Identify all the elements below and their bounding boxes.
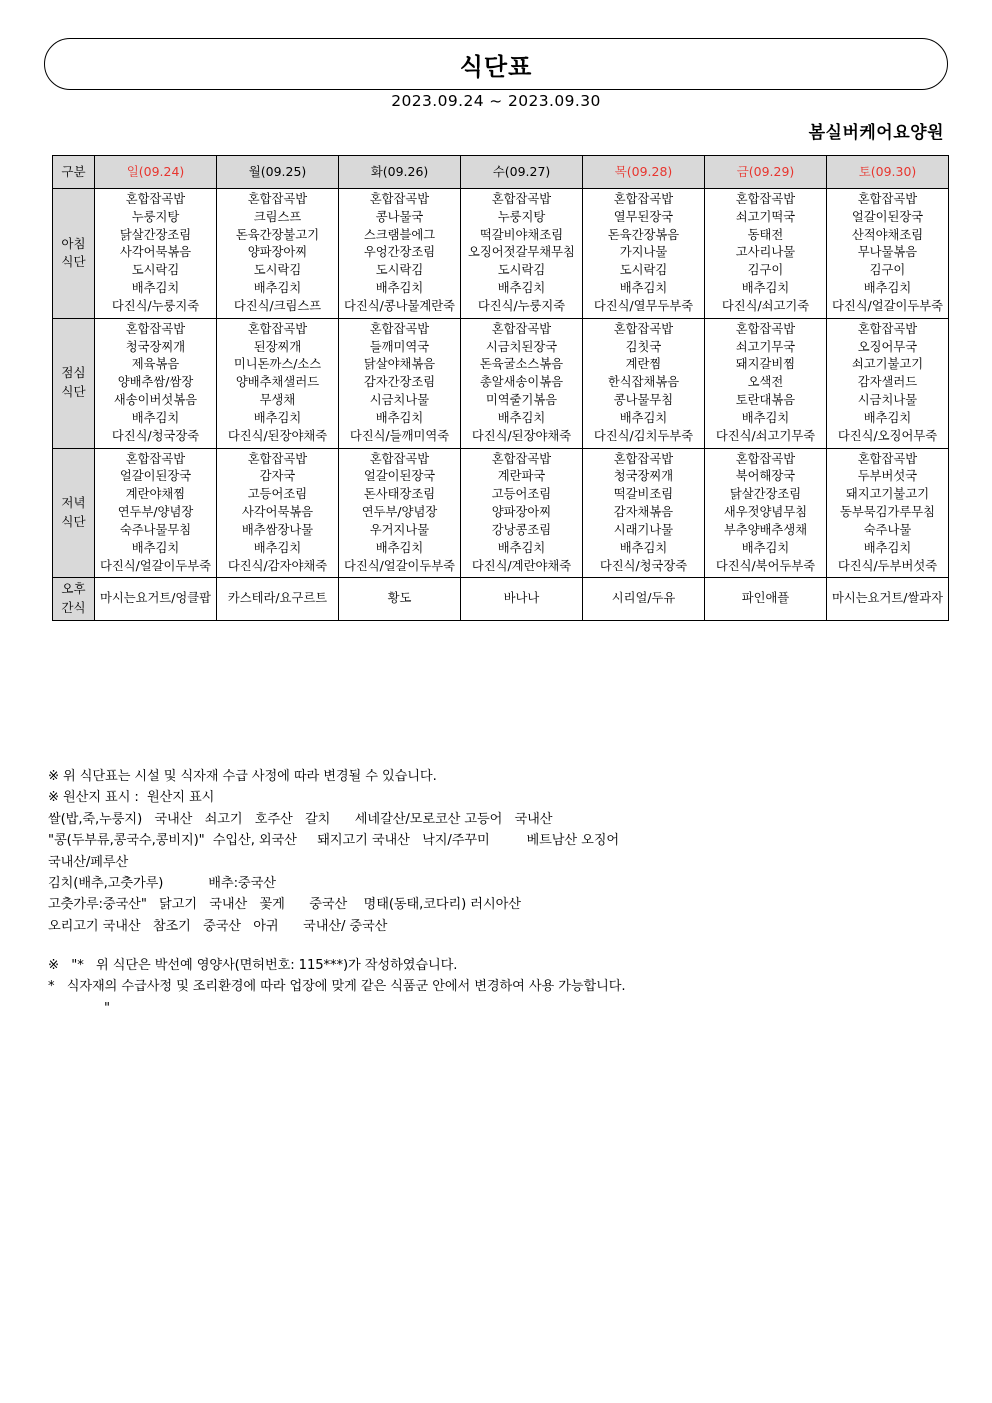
dish-item: 혼합잡곡밥 bbox=[613, 321, 674, 336]
header-division: 구분 bbox=[53, 156, 95, 189]
cell-breakfast-fri bbox=[705, 189, 827, 319]
dish-item: 다진식/감자야채죽 bbox=[227, 558, 328, 573]
dish-item: 시금치나물 bbox=[369, 393, 430, 408]
dish-item: 쇠고기떡국 bbox=[735, 209, 796, 224]
dish-item: 혼합잡곡밥 bbox=[247, 321, 308, 336]
row-label-snack bbox=[53, 578, 95, 621]
header-day-sat: 토(09.30) bbox=[827, 156, 949, 189]
row-label-line1: 저녁 bbox=[61, 495, 86, 511]
dish-item: 새송이버섯볶음 bbox=[113, 393, 198, 408]
dish-item: 오징어젓갈무채무침 bbox=[468, 245, 575, 260]
cell-dinner-fri bbox=[705, 448, 827, 578]
cell-lunch-fri bbox=[705, 318, 827, 448]
dish-item: 산적야채조림 bbox=[851, 227, 924, 242]
cell-dinner-wed bbox=[461, 448, 583, 578]
cell-snack-thu bbox=[583, 578, 705, 621]
dish-item: 다진식/청국장죽 bbox=[599, 558, 688, 573]
cell-lunch-mon bbox=[217, 318, 339, 448]
dish-item: 혼합잡곡밥 bbox=[735, 451, 796, 466]
cell-breakfast-thu bbox=[583, 189, 705, 319]
cell-breakfast-sun bbox=[95, 189, 217, 319]
dish-item: 도시락김 bbox=[497, 263, 546, 278]
dish-item: 돼지갈비찜 bbox=[735, 357, 796, 372]
note2-trailing-quote: " bbox=[104, 1000, 110, 1016]
table-row-breakfast bbox=[53, 189, 949, 319]
dish-item: 배추김치 bbox=[619, 281, 668, 296]
cell-snack-mon bbox=[217, 578, 339, 621]
dish-item: 혼합잡곡밥 bbox=[491, 451, 552, 466]
dish-item: 다진식/크림스프 bbox=[233, 298, 322, 313]
note-line-6: 김치(배추,고춧가루) 배추:중국산 bbox=[48, 875, 276, 891]
cell-snack-tue bbox=[339, 578, 461, 621]
dish-item: 혼합잡곡밥 bbox=[247, 192, 308, 206]
dish-item: 양파장아찌 bbox=[491, 505, 552, 520]
dish-item: 다진식/된장야채죽 bbox=[471, 428, 572, 443]
dish-item: 오징어무국 bbox=[857, 339, 918, 354]
row-label-lunch bbox=[53, 318, 95, 448]
facility-name: 봄실버케어요양원 bbox=[808, 123, 944, 143]
dish-item: 쇠고기불고기 bbox=[851, 357, 924, 372]
dish-item: 북어해장국 bbox=[735, 469, 796, 484]
dish-item: 혼합잡곡밥 bbox=[613, 192, 674, 206]
cell-breakfast-sat bbox=[827, 189, 949, 319]
dish-item: 닭살야채볶음 bbox=[363, 357, 436, 372]
dish-item: 고등어조림 bbox=[247, 487, 308, 502]
dish-item: 연두부/양념장 bbox=[117, 505, 194, 520]
dish-item: 배추김치 bbox=[619, 410, 668, 425]
row-label-dinner bbox=[53, 448, 95, 578]
dish-item: 혼합잡곡밥 bbox=[857, 451, 918, 466]
dish-item: 다진식/열무두부죽 bbox=[593, 298, 694, 313]
dish-item: 혼합잡곡밥 bbox=[491, 192, 552, 206]
dish-item: 한식잡채볶음 bbox=[607, 375, 680, 390]
dish-item: 청국장찌개 bbox=[613, 469, 674, 484]
dish-item: 쇠고기무국 bbox=[735, 339, 796, 354]
dish-item: 마시는요거트/엉클팝 bbox=[99, 591, 212, 606]
cell-snack-fri bbox=[705, 578, 827, 621]
dish-item: 연두부/양념장 bbox=[361, 505, 438, 520]
note-line-1: ※ 위 식단표는 시설 및 식자재 수급 사정에 따라 변경될 수 있습니다. bbox=[48, 769, 437, 784]
dish-item: 다진식/오징어무죽 bbox=[837, 428, 938, 443]
dish-item: 배추김치 bbox=[375, 540, 424, 555]
dish-item: 파인애플 bbox=[741, 591, 790, 606]
dish-item: 다진식/김치두부죽 bbox=[593, 428, 694, 443]
dish-item: 혼합잡곡밥 bbox=[857, 192, 918, 206]
dish-item: 바나나 bbox=[503, 591, 540, 606]
dish-item: 떡갈비야채조림 bbox=[479, 227, 564, 242]
dish-item: 된장찌개 bbox=[253, 339, 302, 354]
dish-item: 누룽지탕 bbox=[131, 209, 180, 224]
dish-item: 무생채 bbox=[259, 393, 296, 408]
dish-item: 양파장아찌 bbox=[247, 245, 308, 260]
dish-item: 들깨미역국 bbox=[369, 339, 430, 354]
dish-item: 크림스프 bbox=[253, 209, 302, 224]
dish-item: 감자샐러드 bbox=[857, 375, 918, 390]
dish-item: 강낭콩조림 bbox=[491, 522, 552, 537]
row-label-line2: 간식 bbox=[61, 600, 86, 616]
dish-item: 배추김치 bbox=[375, 410, 424, 425]
dish-item: 김칫국 bbox=[625, 339, 662, 354]
dish-item: 시래기나물 bbox=[613, 522, 674, 537]
dish-item: 다진식/두부버섯죽 bbox=[837, 558, 938, 573]
dish-item: 고사리나물 bbox=[735, 245, 796, 260]
dish-item: 계란파국 bbox=[497, 469, 546, 484]
dish-item: 배추김치 bbox=[253, 540, 302, 555]
dish-item: 다진식/얼갈이두부죽 bbox=[99, 558, 212, 573]
dish-item: 배추김치 bbox=[741, 281, 790, 296]
dish-item: 다진식/들깨미역죽 bbox=[349, 428, 450, 443]
note-line-2: ※ 원산지 표시 : 원산지 표시 bbox=[48, 790, 215, 806]
header-day-wed: 수(09.27) bbox=[461, 156, 583, 189]
dish-item: 배추김치 bbox=[497, 540, 546, 555]
cell-breakfast-wed bbox=[461, 189, 583, 319]
dish-item: 계란야채찜 bbox=[125, 487, 186, 502]
table-row-snack bbox=[53, 578, 949, 621]
dish-item: 다진식/얼갈이두부죽 bbox=[831, 298, 944, 313]
dish-item: 떡갈비조림 bbox=[613, 487, 674, 502]
dish-item: 돈육간장볶음 bbox=[607, 227, 680, 242]
dish-item: 돈사태장조림 bbox=[363, 487, 436, 502]
cell-lunch-thu bbox=[583, 318, 705, 448]
dish-item: 토란대볶음 bbox=[735, 393, 796, 408]
row-label-breakfast bbox=[53, 189, 95, 319]
dish-item: 혼합잡곡밥 bbox=[369, 192, 430, 206]
dish-item: 배추김치 bbox=[131, 281, 180, 296]
dish-item: 양배추채샐러드 bbox=[235, 375, 320, 390]
dish-item: 황도 bbox=[387, 591, 412, 606]
dish-item: 도시락김 bbox=[131, 263, 180, 278]
header-day-sun: 일(09.24) bbox=[95, 156, 217, 189]
dish-item: 다진식/계란야채죽 bbox=[471, 558, 572, 573]
dish-item: 닭살간장조림 bbox=[119, 227, 192, 242]
footer-notes-block-1 bbox=[48, 766, 954, 937]
cell-lunch-wed bbox=[461, 318, 583, 448]
table-row-lunch bbox=[53, 318, 949, 448]
table-row-dinner bbox=[53, 448, 949, 578]
cell-snack-wed bbox=[461, 578, 583, 621]
dish-item: 부추양배추생채 bbox=[723, 522, 808, 537]
dish-item: 혼합잡곡밥 bbox=[857, 321, 918, 336]
row-label-line2: 식단 bbox=[61, 384, 86, 400]
note-line-4: "콩(두부류,콩국수,콩비지)" 수입산, 외국산 돼지고기 국내산 낙지/주꾸미 베트남산 오징어 bbox=[48, 833, 620, 849]
dish-item: 혼합잡곡밥 bbox=[125, 192, 186, 206]
dish-item: 오색전 bbox=[747, 375, 784, 390]
cell-snack-sat bbox=[827, 578, 949, 621]
dish-item: 배추쌈장나물 bbox=[241, 522, 314, 537]
page-title: 식단표 bbox=[459, 52, 533, 81]
dish-item: 혼합잡곡밥 bbox=[369, 451, 430, 466]
dish-item: 도시락김 bbox=[375, 263, 424, 278]
cell-dinner-thu bbox=[583, 448, 705, 578]
dish-item: 다진식/쇠고기무죽 bbox=[715, 428, 816, 443]
dish-item: 콩나물무침 bbox=[613, 393, 674, 408]
dish-item: 혼합잡곡밥 bbox=[613, 451, 674, 466]
dish-item: 감자국 bbox=[259, 469, 296, 484]
note2-line-2: * 식자재의 수급사정 및 조리환경에 따라 업장에 맞게 같은 식품군 안에서 변경하여 사용 가능합니다. bbox=[48, 979, 626, 995]
menu-table bbox=[52, 155, 949, 621]
dish-item: 다진식/누룽지죽 bbox=[111, 298, 200, 313]
dish-item: 배추김치 bbox=[863, 410, 912, 425]
dish-item: 감자간장조림 bbox=[363, 375, 436, 390]
note-line-8: 오리고기 국내산 참조기 중국산 아귀 국내산/ 중국산 bbox=[48, 918, 388, 934]
dish-item: 얼갈이된장국 bbox=[119, 469, 192, 484]
document-title-pill bbox=[44, 38, 948, 90]
note-line-5: 국내산/페루산 bbox=[48, 854, 129, 870]
cell-lunch-sat bbox=[827, 318, 949, 448]
cell-dinner-tue bbox=[339, 448, 461, 578]
dish-item: 카스테라/요구르트 bbox=[227, 591, 328, 606]
dish-item: 마시는요거트/쌀과자 bbox=[831, 591, 944, 606]
row-label-line1: 오후 bbox=[61, 581, 86, 597]
dish-item: 배추김치 bbox=[131, 410, 180, 425]
dish-item: 다진식/쇠고기죽 bbox=[721, 298, 810, 313]
dish-item: 사각어묵볶음 bbox=[241, 505, 314, 520]
header-day-fri: 금(09.29) bbox=[705, 156, 827, 189]
dish-item: 시리얼/두유 bbox=[611, 591, 676, 606]
dish-item: 배추김치 bbox=[863, 281, 912, 296]
dish-item: 다진식/얼갈이두부죽 bbox=[343, 558, 456, 573]
table-body bbox=[53, 189, 949, 621]
row-label-line1: 점심 bbox=[61, 365, 86, 381]
dish-item: 새우젓양념무침 bbox=[723, 505, 808, 520]
dish-item: 혼합잡곡밥 bbox=[125, 451, 186, 466]
dish-item: 혼합잡곡밥 bbox=[247, 451, 308, 466]
row-label-line1: 아침 bbox=[61, 235, 86, 251]
dish-item: 숙주나물무침 bbox=[119, 522, 192, 537]
date-range: 2023.09.24 ~ 2023.09.30 bbox=[391, 92, 601, 110]
dish-item: 청국장찌개 bbox=[125, 339, 186, 354]
dish-item: 동태전 bbox=[747, 227, 784, 242]
header-day-mon: 월(09.25) bbox=[217, 156, 339, 189]
row-label-line2: 식단 bbox=[61, 513, 86, 529]
header-day-tue: 화(09.26) bbox=[339, 156, 461, 189]
header-day-thu: 목(09.28) bbox=[583, 156, 705, 189]
dish-item: 다진식/된장야채죽 bbox=[227, 428, 328, 443]
cell-dinner-sun bbox=[95, 448, 217, 578]
dish-item: 배추김치 bbox=[253, 410, 302, 425]
dish-item: 도시락김 bbox=[253, 263, 302, 278]
dish-item: 혼합잡곡밥 bbox=[491, 321, 552, 336]
note-line-7: 고춧가루:중국산" 닭고기 국내산 꽃게 중국산 명태(동태,코다리) 러시아산 bbox=[48, 897, 521, 913]
dish-item: 콩나물국 bbox=[375, 209, 424, 224]
dish-item: 얼갈이된장국 bbox=[851, 209, 924, 224]
cell-lunch-sun bbox=[95, 318, 217, 448]
dish-item: 두부버섯국 bbox=[857, 469, 918, 484]
cell-breakfast-tue bbox=[339, 189, 461, 319]
dish-item: 다진식/청국장죽 bbox=[111, 428, 200, 443]
dish-item: 혼합잡곡밥 bbox=[369, 321, 430, 336]
dish-item: 돈육간장불고기 bbox=[235, 227, 320, 242]
dish-item: 배추김치 bbox=[741, 540, 790, 555]
dish-item: 총알새송이볶음 bbox=[479, 375, 564, 390]
dish-item: 돼지고기불고기 bbox=[845, 487, 930, 502]
dish-item: 얼갈이된장국 bbox=[363, 469, 436, 484]
dish-item: 혼합잡곡밥 bbox=[125, 321, 186, 336]
dish-item: 계란찜 bbox=[625, 357, 662, 372]
footer-notes-block-2 bbox=[48, 955, 954, 1019]
dish-item: 양배추쌈/쌈장 bbox=[117, 375, 194, 390]
dish-item: 누룽지탕 bbox=[497, 209, 546, 224]
cell-dinner-sat bbox=[827, 448, 949, 578]
dish-item: 스크램블에그 bbox=[363, 227, 436, 242]
dish-item: 고등어조림 bbox=[491, 487, 552, 502]
dish-item: 무나물볶음 bbox=[857, 245, 918, 260]
dish-item: 숙주나물 bbox=[863, 522, 912, 537]
dish-item: 김구이 bbox=[869, 263, 906, 278]
dish-item: 동부묵김가루무침 bbox=[839, 505, 936, 520]
row-label-line2: 식단 bbox=[61, 254, 86, 270]
dish-item: 제육볶음 bbox=[131, 357, 180, 372]
dish-item: 도시락김 bbox=[619, 263, 668, 278]
dish-item: 다진식/북어두부죽 bbox=[715, 558, 816, 573]
dish-item: 혼합잡곡밥 bbox=[735, 192, 796, 206]
dish-item: 배추김치 bbox=[619, 540, 668, 555]
dish-item: 배추김치 bbox=[497, 410, 546, 425]
dish-item: 다진식/누룽지죽 bbox=[477, 298, 566, 313]
dish-item: 혼합잡곡밥 bbox=[735, 321, 796, 336]
dish-item: 배추김치 bbox=[253, 281, 302, 296]
dish-item: 닭살간장조림 bbox=[729, 487, 802, 502]
dish-item: 시금치된장국 bbox=[485, 339, 558, 354]
cell-lunch-tue bbox=[339, 318, 461, 448]
dish-item: 배추김치 bbox=[375, 281, 424, 296]
dish-item: 미역줄기볶음 bbox=[485, 393, 558, 408]
dish-item: 가지나물 bbox=[619, 245, 668, 260]
cell-dinner-mon bbox=[217, 448, 339, 578]
cell-snack-sun bbox=[95, 578, 217, 621]
dish-item: 우거지나물 bbox=[369, 522, 430, 537]
dish-item: 돈육굴소스볶음 bbox=[479, 357, 564, 372]
dish-item: 시금치나물 bbox=[857, 393, 918, 408]
note-line-3: 쌀(밥,죽,누룽지) 국내산 쇠고기 호주산 갈치 세네갈산/모로코산 고등어 국내산 bbox=[48, 811, 553, 827]
dish-item: 배추김치 bbox=[863, 540, 912, 555]
dish-item: 우엉간장조림 bbox=[363, 245, 436, 260]
dish-item: 배추김치 bbox=[131, 540, 180, 555]
dish-item: 김구이 bbox=[747, 263, 784, 278]
dish-item: 미니돈까스/소스 bbox=[233, 357, 322, 372]
dish-item: 다진식/콩나물계란죽 bbox=[343, 298, 456, 313]
table-header-row bbox=[53, 156, 949, 189]
dish-item: 열무된장국 bbox=[613, 209, 674, 224]
dish-item: 감자채볶음 bbox=[613, 505, 674, 520]
dish-item: 사각어묵볶음 bbox=[119, 245, 192, 260]
dish-item: 배추김치 bbox=[497, 281, 546, 296]
dish-item: 배추김치 bbox=[741, 410, 790, 425]
note2-line-1: ※ "* 위 식단은 박선예 영양사(면허번호: 115***)가 작성하였습니다. bbox=[48, 958, 458, 973]
cell-breakfast-mon bbox=[217, 189, 339, 319]
